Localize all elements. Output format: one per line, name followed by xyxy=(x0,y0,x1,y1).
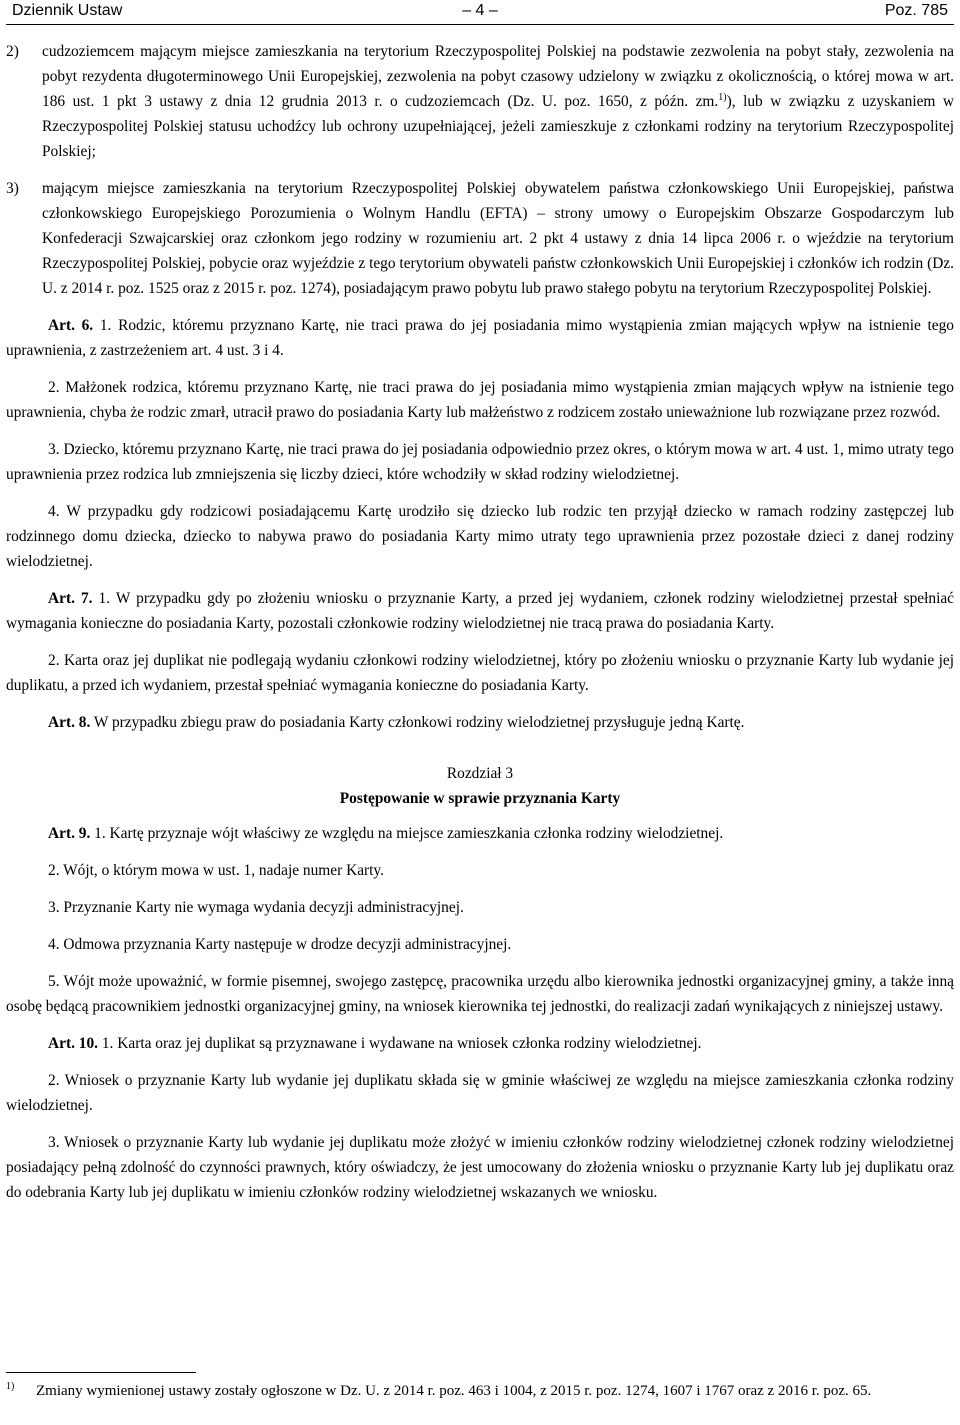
paragraph-text: 1. Kartę przyznaje wójt właściwy ze względu na miejsce zamieszkania członka rodziny wielodzietnej. xyxy=(90,825,724,842)
list-item-text-part: cudzoziemcem mającym miejsce zamieszkania na terytorium Rzeczypospolitej Polskiej na podstawie zezwolenia na pobyt stały, zezwolenia na pobyt rezydenta długoterminowego Unii Europejskiej, zezwolenia na pobyt czasowy udzielony w związku z okolicznością, o której mowa w art. 186 ust. 1 pkt 3 ustawy z dnia 12 grudnia 2013 r. o cudzoziemcach (Dz. U. poz. 1650, z późn. zm. xyxy=(42,43,954,110)
paragraph-text: 1. Karta oraz jej duplikat są przyznawane i wydawane na wniosek członka rodziny wielodzietnej. xyxy=(98,1035,702,1052)
article-9-paragraph-4: 4. Odmowa przyznania Karty następuje w drodze decyzji administracyjnej. xyxy=(48,936,512,953)
article-10-paragraph-1 xyxy=(6,1031,954,1056)
list-item xyxy=(6,176,954,301)
article-label: Art. 6. xyxy=(48,317,94,334)
position-number: Poz. 785 xyxy=(884,2,948,19)
article-7-paragraph-1 xyxy=(6,586,954,636)
footnote-text: Zmiany wymienionej ustawy zostały ogłoszone w Dz. U. z 2014 r. poz. 463 i 1004, z 2015 r. poz. 1274, 1607 i 1767 oraz z 2016 r. poz. 65. xyxy=(36,1383,872,1399)
article-6-paragraph-4: 4. W przypadku gdy rodzicowi posiadającemu Kartę urodziło się dziecko lub rodzic ten przyjął dziecko w ramach rodziny zastępczej lub rodzinnego domu dziecka, dziecko to nabywa prawo do posiadania Karty mimo utraty tego uprawnienia przez pozostałe dzieci z danej rodziny wielodzietnej. xyxy=(6,503,954,570)
footnote-mark: 1) xyxy=(6,1381,15,1392)
chapter-title: Postępowanie w sprawie przyznania Karty xyxy=(339,790,621,807)
list-item-number: 3) xyxy=(6,180,19,197)
article-10-paragraph-2: 2. Wniosek o przyznanie Karty lub wydanie jej duplikatu składa się w gminie właściwej ze względu na miejsce zamieszkania członka rodziny wielodzietnej. xyxy=(6,1072,954,1114)
article-6-paragraph-1 xyxy=(6,313,954,363)
article-10-paragraph-3: 3. Wniosek o przyznanie Karty lub wydanie jej duplikatu może złożyć w imieniu członków rodziny wielodzietnej członek rodziny wielodzietnej posiadający pełną zdolność do czynności prawnych, który oświadczy, że jest umocowany do złożenia wniosku o przyznanie Karty lub jej duplikatu oraz do odebrania Karty lub jej duplikatu w imieniu członków rodziny wielodzietnej wskazanych we wniosku. xyxy=(6,1134,954,1201)
article-label: Art. 10. xyxy=(48,1035,99,1052)
paragraph-text: W przypadku zbiegu praw do posiadania Karty członkowi rodziny wielodzietnej przysługuje jedną Kartę. xyxy=(90,714,745,731)
list-item-number: 2) xyxy=(6,43,19,60)
footnote-divider xyxy=(6,1372,196,1373)
article-8-paragraph-1 xyxy=(6,710,954,735)
article-9-paragraph-2: 2. Wójt, o którym mowa w ust. 1, nadaje numer Karty. xyxy=(48,862,384,879)
paragraph-text: 1. Rodzic, któremu przyznano Kartę, nie traci prawa do jej posiadania mimo wystąpienia zmian mających wpływ na istnienie tego uprawnienia, z zastrzeżeniem art. 4 ust. 3 i 4. xyxy=(6,317,955,359)
article-9-paragraph-5: 5. Wójt może upoważnić, w formie pisemnej, swojego zastępcę, pracownika urzędu albo kierownika jednostki organizacyjnej gminy, a także inną osobę będącą pracownikiem jednostki organizacyjnej gminy, na wniosek kierownika tej jednostki, do realizacji zadań wynikających z niniejszej ustawy. xyxy=(6,973,954,1015)
page-number: – 4 – xyxy=(462,2,498,19)
article-6-paragraph-2: 2. Małżonek rodzica, któremu przyznano Kartę, nie traci prawa do jej posiadania mimo wystąpienia zmian mających wpływ na istnienie tego uprawnienia, chyba że rodzic zmarł, utracił prawo do posiadania Karty lub małżeństwo z rodzicem zostało unieważnione lub rozwiązane przez rozwód. xyxy=(6,379,954,421)
list-item-text-part: ), lub w związku z uzyskaniem w Rzeczypospolitej Polskiej statusu uchodźcy lub ochrony uzupełniającej, jeżeli zamieszkuje z członkami rodziny na terytorium Rzeczypospolitej Polskiej; xyxy=(42,93,955,160)
article-label: Art. 7. xyxy=(48,590,93,607)
article-7-paragraph-2: 2. Karta oraz jej duplikat nie podlegają wydaniu członkowi rodziny wielodzietnej, który po złożeniu wniosku o przyznanie Karty lub wydanie jej duplikatu, a przed ich wydaniem, przestał spełniać wymagania konieczne do posiadania Karty. xyxy=(6,652,954,694)
article-9-paragraph-3: 3. Przyznanie Karty nie wymaga wydania decyzji administracyjnej. xyxy=(48,899,464,916)
article-6-paragraph-3: 3. Dziecko, któremu przyznano Kartę, nie traci prawa do jej posiadania odpowiednio przez okres, o którym mowa w art. 4 ust. 1, mimo utraty tego uprawnienia przez rodzica lub zmniejszenia się liczby dzieci, które wchodziły w skład rodziny wielodzietnej. xyxy=(6,441,954,483)
chapter-number: Rozdział 3 xyxy=(446,765,514,782)
list-item xyxy=(6,39,954,164)
page-content xyxy=(6,25,954,1205)
article-label: Art. 9. xyxy=(48,825,91,842)
footnote-reference: 1) xyxy=(718,91,727,103)
article-9-paragraph-1 xyxy=(6,821,954,846)
footnote xyxy=(6,1380,954,1402)
journal-name: Dziennik Ustaw xyxy=(12,2,123,19)
paragraph-text: 1. W przypadku gdy po złożeniu wniosku o przyznanie Karty, a przed jej wydaniem, członek rodziny wielodzietnej przestał spełniać wymagania konieczne do posiadania Karty, pozostali członkowie rodziny wielodzietnej nie tracą prawa do posiadania Karty. xyxy=(6,590,955,632)
page-header xyxy=(6,0,954,25)
list-item-text xyxy=(42,39,954,164)
list-item-text: mającym miejsce zamieszkania na terytorium Rzeczypospolitej Polskiej obywatelem państwa członkowskiego Unii Europejskiej, państwa członkowskiego Europejskiego Porozumienia o Wolnym Handlu (EFTA) – strony umowy o Europejskim Obszarze Gospodarczym lub Konfederacji Szwajcarskiej oraz członkom jego rodziny w rozumieniu art. 2 pkt 4 ustawy z dnia 14 lipca 2006 r. o wjeździe na terytorium Rzeczypospolitej Polskiej, pobycie oraz wyjeździe z tego terytorium obywateli państw członkowskich Unii Europejskiej i członków ich rodzin (Dz. U. z 2014 r. poz. 1525 oraz z 2015 r. poz. 1274), posiadającym prawo pobytu lub prawo stałego pobytu na terytorium Rzeczypospolitej Polskiej. xyxy=(42,180,954,297)
article-label: Art. 8. xyxy=(48,714,91,731)
